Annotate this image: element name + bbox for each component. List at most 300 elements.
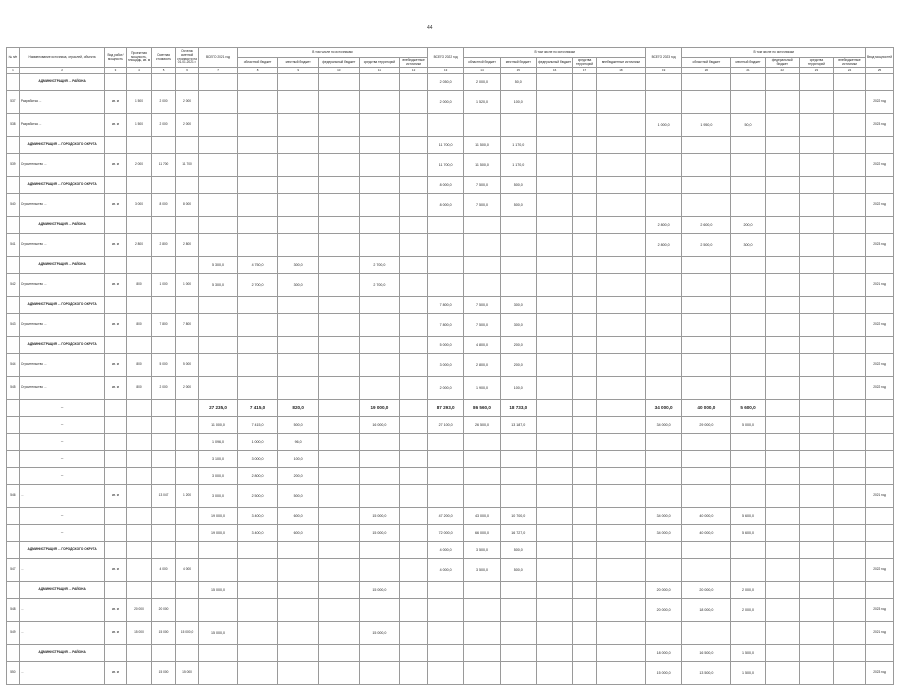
row-territory-2022 [573, 274, 597, 297]
row-territory-2021: 2 700,0 [359, 257, 400, 274]
row-regional-2021 [237, 194, 278, 217]
header-group-row [7, 48, 894, 58]
row-federal-2022 [536, 234, 572, 257]
row-local-2021: 500,0 [278, 485, 319, 508]
row-federal-2023 [765, 91, 799, 114]
row-number: 550 [7, 662, 20, 685]
row-type [105, 542, 126, 559]
row-offbudget-2023 [834, 114, 866, 137]
row-number [7, 137, 20, 154]
header-sub-2021: областной бюджет [237, 58, 278, 68]
row-cost: 15 000 [152, 662, 176, 685]
row-local-2022: 500,0 [500, 559, 536, 582]
row-territory-2021 [359, 137, 400, 154]
row-offbudget-2022 [596, 559, 645, 582]
row-local-2021 [278, 234, 319, 257]
row-local-2022: 200,0 [500, 354, 536, 377]
row-federal-2021 [318, 400, 359, 417]
row-total-2021: 3 000,0 [199, 468, 237, 485]
row-territory-2022 [573, 400, 597, 417]
row-local-2023: 5 600,0 [731, 400, 765, 417]
row-local-2023: 2 000,0 [731, 599, 765, 622]
column-number: 10 [318, 68, 359, 74]
section-row [7, 508, 894, 525]
row-total-2022 [427, 582, 463, 599]
row-territory-2021 [359, 297, 400, 314]
row-local-2023: 2 000,0 [731, 582, 765, 599]
row-territory-2021 [359, 485, 400, 508]
row-local-2023 [731, 337, 765, 354]
row-local-2023: 1 500,0 [731, 662, 765, 685]
row-deadline: 2023 год [866, 599, 894, 622]
row-remaining: 2 000 [175, 377, 199, 400]
row-local-2023 [731, 451, 765, 468]
row-federal-2023 [765, 234, 799, 257]
row-regional-2021 [237, 645, 278, 662]
row-capacity [126, 582, 152, 599]
row-offbudget-2023 [834, 354, 866, 377]
row-regional-2021: 3 000,0 [237, 451, 278, 468]
row-cost: 13 047 [152, 485, 176, 508]
row-number: 547 [7, 559, 20, 582]
row-number: 548 [7, 599, 20, 622]
row-federal-2023 [765, 137, 799, 154]
row-local-2023 [731, 154, 765, 177]
row-local-2021: 500,0 [278, 417, 319, 434]
row-offbudget-2023 [834, 508, 866, 525]
row-territory-2023 [799, 114, 833, 137]
row-territory-2021 [359, 377, 400, 400]
row-regional-2023 [682, 154, 731, 177]
row-federal-2022 [536, 485, 572, 508]
row-federal-2022 [536, 451, 572, 468]
header-sub-2021: федеральный бюджет [318, 58, 359, 68]
row-territory-2023 [799, 234, 833, 257]
row-federal-2022 [536, 137, 572, 154]
row-type: кв. м [105, 662, 126, 685]
row-capacity [126, 217, 152, 234]
column-number: 11 [359, 68, 400, 74]
row-territory-2021 [359, 91, 400, 114]
row-type: кв. м [105, 194, 126, 217]
row-total-2023: 2 800,0 [645, 234, 681, 257]
row-number [7, 525, 20, 542]
row-territory-2023 [799, 662, 833, 685]
row-name: АДМИНИСТРАЦИЯ ... ГОРОДСКОГО ОКРУГА [19, 542, 104, 559]
header-sub-2023: местный бюджет [731, 58, 765, 68]
row-local-2023 [731, 137, 765, 154]
row-remaining: 1 000 [175, 274, 199, 297]
row-territory-2022 [573, 622, 597, 645]
row-offbudget-2022 [596, 137, 645, 154]
row-number: 544 [7, 354, 20, 377]
row-name: ... [19, 508, 104, 525]
row-offbudget-2021 [400, 485, 428, 508]
section-row [7, 177, 894, 194]
row-cost [152, 525, 176, 542]
row-local-2021 [278, 582, 319, 599]
header-sub-2022: федеральный бюджет [536, 58, 572, 68]
row-total-2023 [645, 354, 681, 377]
row-territory-2023 [799, 337, 833, 354]
row-local-2021 [278, 297, 319, 314]
row-federal-2022 [536, 194, 572, 217]
row-territory-2023 [799, 314, 833, 337]
row-regional-2023 [682, 354, 731, 377]
row-offbudget-2022 [596, 542, 645, 559]
row-federal-2023 [765, 217, 799, 234]
row-territory-2021 [359, 194, 400, 217]
row-remaining: 8 000 [175, 194, 199, 217]
row-deadline: 2023 год [866, 234, 894, 257]
row-offbudget-2023 [834, 645, 866, 662]
row-regional-2022: 7 500,0 [464, 177, 500, 194]
row-regional-2021: 7 415,0 [237, 400, 278, 417]
row-federal-2022 [536, 114, 572, 137]
row-cost [152, 137, 176, 154]
row-cost: 11 700 [152, 154, 176, 177]
row-total-2022 [427, 451, 463, 468]
row-offbudget-2021 [400, 137, 428, 154]
row-territory-2022 [573, 137, 597, 154]
row-local-2021 [278, 337, 319, 354]
row-regional-2023 [682, 257, 731, 274]
row-federal-2023 [765, 354, 799, 377]
row-total-2021 [199, 234, 237, 257]
row-total-2023 [645, 337, 681, 354]
column-number: 12 [400, 68, 428, 74]
row-name: ... [19, 599, 104, 622]
row-cost [152, 74, 176, 91]
column-number: 5 [152, 68, 176, 74]
row-federal-2021 [318, 451, 359, 468]
row-federal-2023 [765, 297, 799, 314]
row-federal-2022 [536, 74, 572, 91]
row-deadline: 2023 год [866, 114, 894, 137]
row-remaining: 15 000 [175, 662, 199, 685]
row-territory-2021 [359, 451, 400, 468]
row-local-2022 [500, 234, 536, 257]
row-capacity [126, 257, 152, 274]
row-federal-2021 [318, 217, 359, 234]
row-total-2023: 34 000,0 [645, 417, 681, 434]
row-federal-2022 [536, 622, 572, 645]
row-deadline [866, 257, 894, 274]
row-federal-2021 [318, 377, 359, 400]
row-regional-2023 [682, 451, 731, 468]
row-total-2023 [645, 274, 681, 297]
row-offbudget-2022 [596, 645, 645, 662]
table-row [7, 662, 894, 685]
row-regional-2023 [682, 485, 731, 508]
section-row [7, 434, 894, 451]
row-offbudget-2023 [834, 622, 866, 645]
row-total-2021 [199, 559, 237, 582]
row-offbudget-2022 [596, 417, 645, 434]
row-total-2022 [427, 485, 463, 508]
row-regional-2023 [682, 177, 731, 194]
row-total-2022: 3 000,0 [427, 354, 463, 377]
row-name: ... [19, 662, 104, 685]
row-local-2022: 500,0 [500, 194, 536, 217]
row-local-2023 [731, 485, 765, 508]
row-territory-2023 [799, 525, 833, 542]
row-name: Строительство ... [19, 377, 104, 400]
row-cost [152, 217, 176, 234]
row-local-2023: 300,0 [731, 234, 765, 257]
row-federal-2022 [536, 274, 572, 297]
row-regional-2023 [682, 434, 731, 451]
row-federal-2022 [536, 582, 572, 599]
row-territory-2023 [799, 599, 833, 622]
row-local-2023 [731, 434, 765, 451]
row-total-2023 [645, 74, 681, 91]
row-name: ... [19, 622, 104, 645]
row-regional-2021: 7 415,0 [237, 417, 278, 434]
row-offbudget-2022 [596, 582, 645, 599]
row-federal-2023 [765, 274, 799, 297]
row-federal-2022 [536, 599, 572, 622]
row-offbudget-2021 [400, 337, 428, 354]
page-number: 44 [427, 25, 433, 31]
row-name: Строительство ... [19, 234, 104, 257]
row-local-2021 [278, 559, 319, 582]
row-remaining [175, 217, 199, 234]
table-row [7, 314, 894, 337]
row-federal-2021 [318, 177, 359, 194]
row-offbudget-2023 [834, 257, 866, 274]
row-deadline [866, 74, 894, 91]
row-territory-2021 [359, 645, 400, 662]
row-deadline [866, 434, 894, 451]
row-local-2023 [731, 377, 765, 400]
row-capacity [126, 559, 152, 582]
header-sub-2022: областной бюджет [464, 58, 500, 68]
row-regional-2021 [237, 337, 278, 354]
row-offbudget-2022 [596, 662, 645, 685]
row-cost: 5 000 [152, 354, 176, 377]
row-total-2021: 5 300,0 [199, 257, 237, 274]
row-offbudget-2022 [596, 314, 645, 337]
row-deadline: 2022 год [866, 559, 894, 582]
row-offbudget-2023 [834, 485, 866, 508]
row-name: Строительство ... [19, 274, 104, 297]
row-regional-2021 [237, 217, 278, 234]
row-number [7, 417, 20, 434]
row-regional-2021 [237, 154, 278, 177]
row-deadline [866, 468, 894, 485]
row-total-2021: 19 000,0 [199, 525, 237, 542]
row-type: кв. м [105, 314, 126, 337]
row-regional-2022: 11 500,0 [464, 137, 500, 154]
row-offbudget-2022 [596, 177, 645, 194]
row-total-2023 [645, 559, 681, 582]
row-local-2022 [500, 582, 536, 599]
row-number: 540 [7, 194, 20, 217]
row-local-2021 [278, 217, 319, 234]
row-number: 539 [7, 154, 20, 177]
row-offbudget-2023 [834, 274, 866, 297]
header-col-remaining: Остаток сметной стоимости на 01.01.2021 г. [175, 48, 199, 68]
row-total-2022: 2 000,0 [427, 377, 463, 400]
table-row [7, 114, 894, 137]
row-territory-2023 [799, 297, 833, 314]
row-federal-2022 [536, 354, 572, 377]
row-name: АДМИНИСТРАЦИЯ ... РАЙОНА [19, 645, 104, 662]
row-federal-2021 [318, 91, 359, 114]
row-federal-2023 [765, 400, 799, 417]
row-federal-2021 [318, 337, 359, 354]
row-federal-2023 [765, 451, 799, 468]
row-total-2022: 87 293,0 [427, 400, 463, 417]
row-territory-2023 [799, 274, 833, 297]
row-number: 545 [7, 377, 20, 400]
row-local-2021 [278, 177, 319, 194]
row-regional-2023 [682, 468, 731, 485]
row-name: ... [19, 434, 104, 451]
row-federal-2023 [765, 645, 799, 662]
row-total-2023: 1 000,0 [645, 114, 681, 137]
row-territory-2023 [799, 354, 833, 377]
row-federal-2022 [536, 662, 572, 685]
row-regional-2022: 7 500,0 [464, 314, 500, 337]
row-number [7, 400, 20, 417]
row-local-2021 [278, 542, 319, 559]
header-col-capacity: Проектная мощность, площадь, кв. м [126, 48, 152, 68]
column-number: 2 [19, 68, 104, 74]
row-federal-2023 [765, 468, 799, 485]
header-col-no: № п/п [7, 48, 20, 68]
row-federal-2022 [536, 508, 572, 525]
row-total-2023 [645, 154, 681, 177]
row-type [105, 217, 126, 234]
column-number: 24 [834, 68, 866, 74]
row-deadline [866, 297, 894, 314]
row-capacity: 1 500 [126, 114, 152, 137]
row-remaining [175, 468, 199, 485]
row-cost [152, 645, 176, 662]
row-offbudget-2023 [834, 434, 866, 451]
row-regional-2023: 20 000,0 [682, 582, 731, 599]
row-regional-2022 [464, 114, 500, 137]
row-territory-2022 [573, 297, 597, 314]
row-total-2021 [199, 377, 237, 400]
row-name: АДМИНИСТРАЦИЯ ... РАЙОНА [19, 74, 104, 91]
row-regional-2023: 2 500,0 [682, 234, 731, 257]
row-local-2023: 5 600,0 [731, 508, 765, 525]
row-local-2022: 18 733,0 [500, 400, 536, 417]
row-capacity [126, 508, 152, 525]
row-local-2022: 300,0 [500, 297, 536, 314]
row-local-2023 [731, 274, 765, 297]
row-regional-2022: 2 000,0 [464, 74, 500, 91]
row-cost [152, 400, 176, 417]
row-offbudget-2022 [596, 525, 645, 542]
row-total-2023 [645, 257, 681, 274]
column-number: 4 [126, 68, 152, 74]
table-row [7, 354, 894, 377]
row-regional-2022 [464, 451, 500, 468]
row-federal-2021 [318, 468, 359, 485]
row-regional-2022: 11 500,0 [464, 154, 500, 177]
row-regional-2021: 3 400,0 [237, 508, 278, 525]
row-offbudget-2021 [400, 559, 428, 582]
row-federal-2022 [536, 257, 572, 274]
row-type: кв. м [105, 114, 126, 137]
row-remaining [175, 582, 199, 599]
row-total-2022: 4 000,0 [427, 542, 463, 559]
row-offbudget-2021 [400, 234, 428, 257]
row-territory-2021: 15 000,0 [359, 582, 400, 599]
row-offbudget-2022 [596, 217, 645, 234]
row-territory-2021 [359, 559, 400, 582]
header-sub-2023: внебюджетные источники [834, 58, 866, 68]
row-type [105, 525, 126, 542]
row-offbudget-2023 [834, 74, 866, 91]
row-offbudget-2023 [834, 177, 866, 194]
row-remaining [175, 434, 199, 451]
row-territory-2021 [359, 468, 400, 485]
row-offbudget-2023 [834, 154, 866, 177]
table-body [7, 68, 894, 685]
row-type [105, 645, 126, 662]
row-federal-2023 [765, 114, 799, 137]
row-remaining [175, 417, 199, 434]
row-name: ... [19, 451, 104, 468]
row-regional-2021: 2 700,0 [237, 274, 278, 297]
row-local-2022: 1 170,0 [500, 137, 536, 154]
row-type [105, 337, 126, 354]
section-row [7, 525, 894, 542]
row-local-2021 [278, 314, 319, 337]
row-federal-2023 [765, 417, 799, 434]
row-total-2021 [199, 314, 237, 337]
row-total-2022: 72 000,0 [427, 525, 463, 542]
row-total-2021 [199, 194, 237, 217]
row-number: 546 [7, 485, 20, 508]
row-remaining [175, 257, 199, 274]
row-name: АДМИНИСТРАЦИЯ ... РАЙОНА [19, 257, 104, 274]
row-local-2023: 1 500,0 [731, 645, 765, 662]
row-territory-2021: 19 000,0 [359, 400, 400, 417]
row-territory-2023 [799, 194, 833, 217]
row-territory-2021 [359, 114, 400, 137]
row-remaining [175, 525, 199, 542]
section-row [7, 337, 894, 354]
row-regional-2022: 4 800,0 [464, 337, 500, 354]
row-total-2021: 15 000,0 [199, 582, 237, 599]
row-federal-2023 [765, 559, 799, 582]
row-remaining [175, 508, 199, 525]
column-number: 22 [765, 68, 799, 74]
row-regional-2021 [237, 314, 278, 337]
row-type [105, 508, 126, 525]
row-federal-2023 [765, 599, 799, 622]
column-number: 14 [464, 68, 500, 74]
row-regional-2022: 3 500,0 [464, 542, 500, 559]
row-regional-2021 [237, 177, 278, 194]
row-territory-2021: 15 000,0 [359, 622, 400, 645]
row-federal-2023 [765, 662, 799, 685]
row-local-2021 [278, 114, 319, 137]
row-territory-2023 [799, 468, 833, 485]
row-local-2023 [731, 91, 765, 114]
row-offbudget-2022 [596, 434, 645, 451]
row-remaining: 2 000 [175, 114, 199, 137]
row-type: кв. м [105, 485, 126, 508]
row-territory-2022 [573, 662, 597, 685]
row-local-2021: 100,0 [278, 451, 319, 468]
